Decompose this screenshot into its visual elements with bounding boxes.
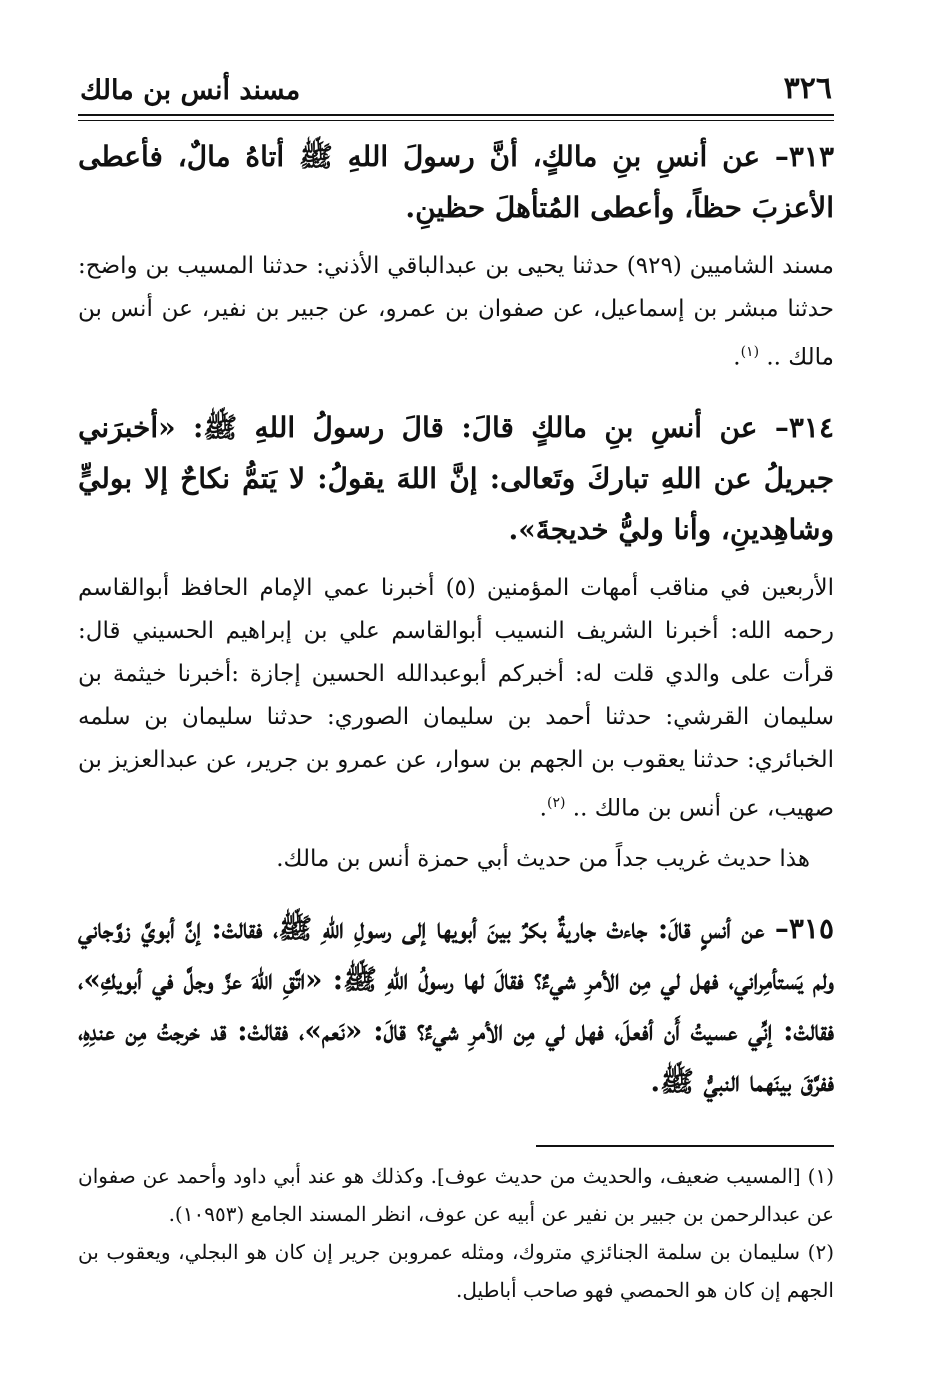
hadith-text: ٣١٣– عن أنسِ بنِ مالكٍ، أنَّ رسولَ اللهِ ﷺ أتاهُ مالٌ، فأعطى الأعزبَ حظاً، وأعطى المُتأهلَ حظينِ. [78,140,835,224]
footnote-ref: (٢) [546,794,566,811]
source-body: مسند الشاميين (٩٢٩) حدثنا يحيى بن عبدالباقي الأذني: حدثنا المسيب بن واضح: حدثنا مبشر بن إسماعيل، عن صفوان بن عمرو، عن جبير بن نفير، عن أنس بن مالك .. [78,253,834,371]
footnote-ref: (١) [740,344,760,360]
hadith-entry-315 [78,903,834,1107]
hadith-text: ٣١٤– عن أنسِ بنِ مالكٍ قالَ: قالَ رسولُ اللهِ ﷺ: «أخبرَني جبريلُ عن اللهِ تباركَ وتَعالى: إنَّ اللهَ يقولُ: لا يَتمُّ نكاحٌ إلا بوليٍّ وشاهِدينِ، وأنا وليُّ خديجةَ». [78,410,834,546]
entry-gap [78,380,834,392]
remark-text: هذا حديث غريب جداً من حديث أبي حمزة أنس بن مالك. [276,846,810,873]
entry-gap [78,881,834,893]
page-number: ٣٢٦ [783,71,832,106]
footnotes [78,1157,834,1309]
source-text [78,245,834,380]
source-end: . [733,344,741,371]
page-header [78,62,834,114]
footnote-1: (١) [المسيب ضعيف، والحديث من حديث عوف]. وكذلك هو عند أبي داود وأحمد عن صفوان عن عبدالرحمن بن جبير بن نفير عن أبيه عن عوف، انظر المسند الجامع (١٠٩٥٣). [78,1164,834,1227]
footnote-separator [536,1145,834,1147]
hadith-text: ٣١٥– عن أنسٍ قالَ: جاءتْ جاريةٌ بكرٌ بينَ أبويها إلى رسولِ اللهِ ﷺ، فقالتْ: إنَّ أبويَّ زوَّجاني ولم يَستأمِراني، فهل لي مِن الأمرِ شيءٌ؟ فقالَ لها رسولُ اللهِ ﷺ: «اتَّقِ اللهَ عزَّ وجلَّ في أبويكِ»، فقالتْ: إنِّي عسيتُ أَن أفعلَ، فهل لي مِن الأمرِ شيءٌ؟ قالَ: «نَعم»، فقالتْ: قد خرجتُ مِن عندِهِ، ففرَّقَ بينَهما النبيُّ ﷺ. [78,912,834,1099]
header-rule [78,114,834,121]
source-text [78,567,834,831]
running-title: مسند أنس بن مالك [80,75,301,106]
book-page [78,62,834,1352]
source-end: . [539,795,547,822]
footnote-2: (٢) سليمان بن سلمة الجنائزي متروك، ومثله عمروبن جرير إن كان هو البجلي، ويعقوب بن الجهم إن كان هو الحمصي فهو صاحب أباطيل. [78,1240,834,1303]
hadith-entry-314 [78,402,834,882]
source-body: الأربعين في مناقب أمهات المؤمنين (٥) أخبرنا عمي الإمام الحافظ أبوالقاسم رحمه الله: أخبرنا الشريف النسيب أبوالقاسم علي بن إبراهيم الحسيني قال: قرأت على والدي قلت له: أخبركم أبوعبدالله الحسين إجازة :أخبرنا خيثمة بن سليمان القرشي: حدثنا أحمد بن سليمان الصوري: حدثنا سليمان بن سلمه الخبائري: حدثنا يعقوب بن الجهم بن سوار، عن عمرو بن جرير، عن عبدالعزيز بن صهيب، عن أنس بن مالك .. [78,574,834,822]
hadith-entry-313 [78,131,834,380]
